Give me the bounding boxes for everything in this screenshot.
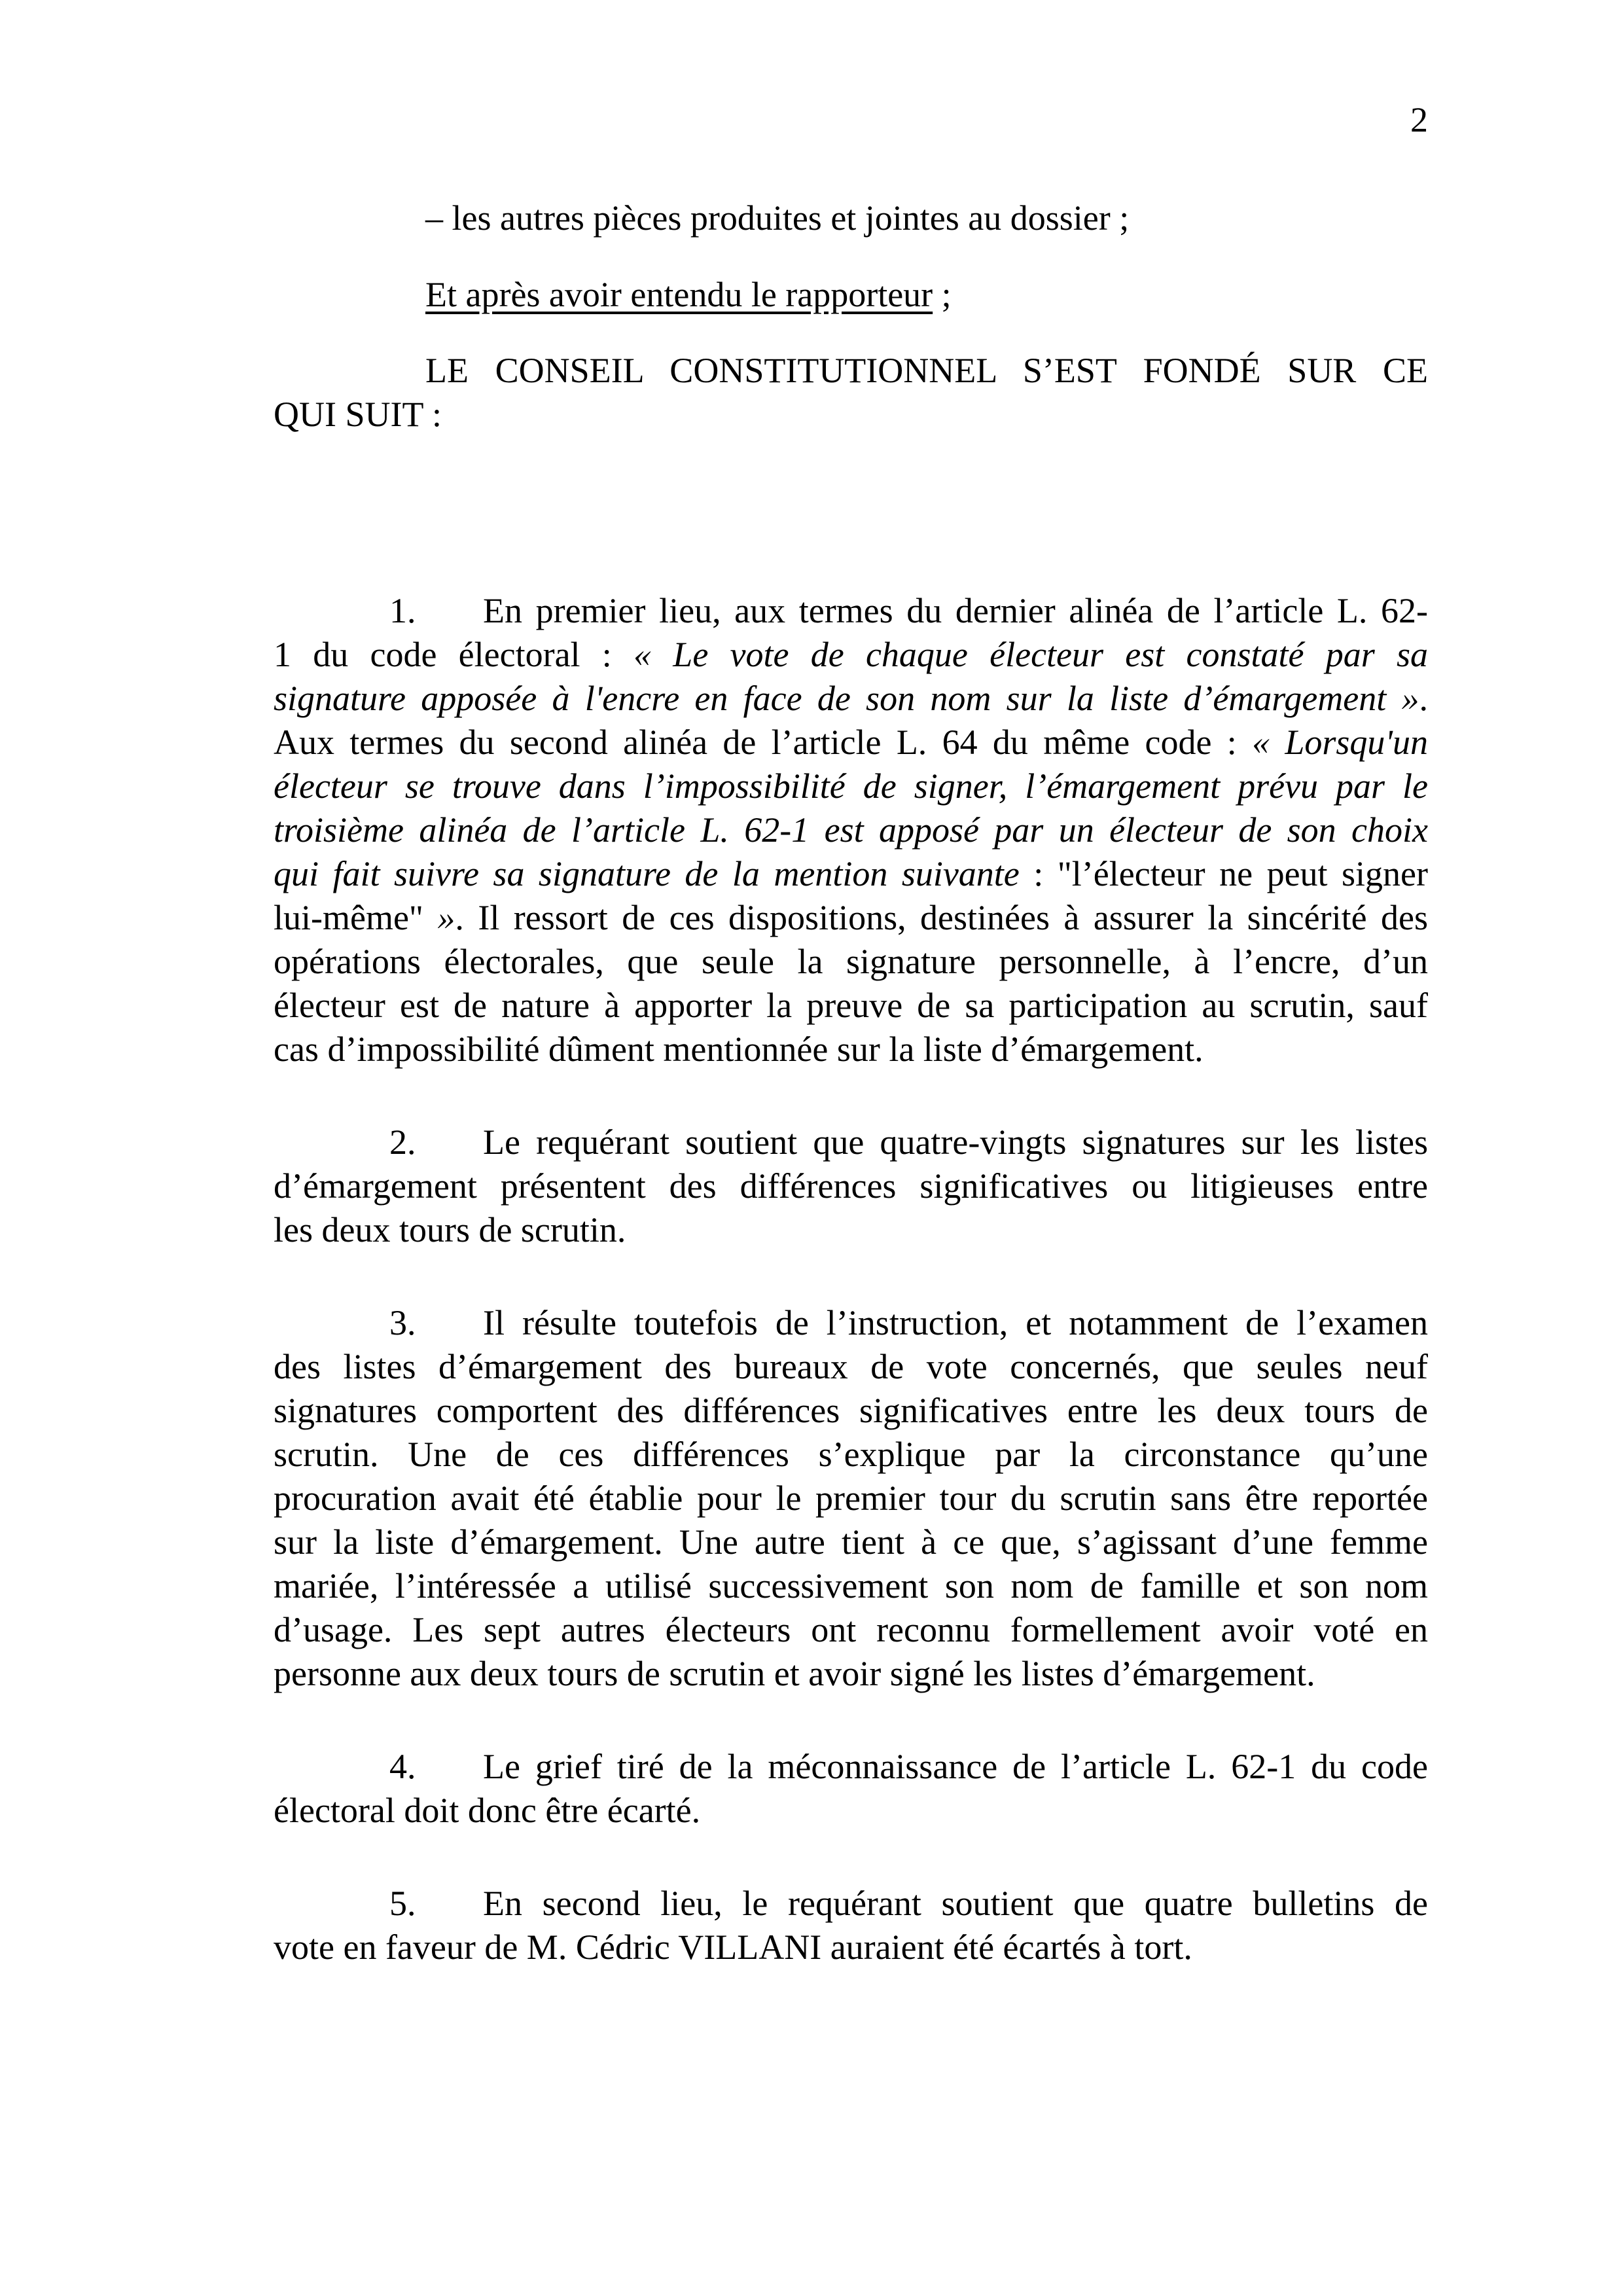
body-text: Le requérant soutient que quatre-vingts signatures sur les listes xyxy=(483,1122,1428,1162)
paragraph-line xyxy=(274,589,1428,633)
quoted-legal-text: « Lorsqu'un xyxy=(1252,723,1428,762)
rapporteur-line xyxy=(274,273,1428,317)
body-text: cas d’impossibilité dûment mentionnée sur la liste d’émargement. xyxy=(274,1030,1204,1069)
paragraph-line xyxy=(274,852,1428,896)
paragraph-line xyxy=(274,1882,1428,1926)
paragraph-number: 4. xyxy=(389,1747,416,1786)
paragraph-line xyxy=(274,1652,1428,1696)
paragraph-line xyxy=(274,1433,1428,1477)
paragraph-line xyxy=(274,1608,1428,1652)
paragraph-line xyxy=(274,1345,1428,1389)
paragraph-4 xyxy=(274,1745,1428,1833)
paragraph-line xyxy=(274,984,1428,1028)
body-text: . Il ressort de ces dispositions, destinées à assurer la sincérité des xyxy=(455,898,1428,937)
paragraph-line xyxy=(274,1028,1428,1071)
body-text: 1 du code électoral : xyxy=(274,635,634,674)
pieces-line: – les autres pièces produites et jointes au dossier ; xyxy=(425,198,1130,238)
paragraph-5 xyxy=(274,1882,1428,1969)
body-text: électeur est de nature à apporter la preuve de sa participation au scrutin, sauf xyxy=(274,986,1428,1025)
body-text: vote en faveur de M. Cédric VILLANI auraient été écartés à tort. xyxy=(274,1928,1192,1967)
body-text: signatures comportent des différences significatives entre les deux tours de xyxy=(274,1391,1428,1430)
body-text: personne aux deux tours de scrutin et avoir signé les listes d’émargement. xyxy=(274,1654,1315,1693)
body-text: En second lieu, le requérant soutient que quatre bulletins de xyxy=(483,1884,1428,1923)
body-text: lui-même" xyxy=(274,898,438,937)
body-text: sur la liste d’émargement. Une autre tient à ce que, s’agissant d’une femme xyxy=(274,1522,1428,1562)
paragraph-2 xyxy=(274,1121,1428,1252)
paragraph-line xyxy=(274,896,1428,940)
body-text: d’usage. Les sept autres électeurs ont reconnu formellement avoir voté en xyxy=(274,1610,1428,1649)
body-text: des listes d’émargement des bureaux de vote concernés, que seules neuf xyxy=(274,1347,1428,1386)
body-text: opérations électorales, que seule la signature personnelle, à l’encre, d’un xyxy=(274,942,1428,981)
paragraph-line xyxy=(274,633,1428,677)
paragraph-line xyxy=(274,1389,1428,1433)
body-text: d’émargement présentent des différences significatives ou litigieuses entre xyxy=(274,1166,1428,1206)
body-text: : "l’électeur ne peut signer xyxy=(1019,854,1429,893)
paragraph-line xyxy=(274,1301,1428,1345)
heading-line-2: QUI SUIT : xyxy=(274,395,442,434)
paragraph-line xyxy=(274,1164,1428,1208)
rapporteur-underlined-text: Et après avoir entendu le rapporteur xyxy=(425,275,933,314)
rapporteur-suffix: ; xyxy=(933,275,952,314)
paragraph-line xyxy=(274,1208,1428,1252)
body-text: Il résulte toutefois de l’instruction, et notamment de l’examen xyxy=(483,1303,1428,1342)
paragraph-line xyxy=(274,677,1428,721)
preamble xyxy=(274,196,1428,240)
quoted-legal-text: qui fait suivre sa signature de la mention suivante xyxy=(274,854,1020,893)
paragraph-1 xyxy=(274,589,1428,1071)
body-text: En premier lieu, aux termes du dernier alinéa de l’article L. 62- xyxy=(483,591,1428,630)
quoted-legal-text: troisième alinéa de l’article L. 62-1 est apposé par un électeur de son choix xyxy=(274,810,1428,850)
paragraph-number: 5. xyxy=(389,1884,416,1923)
paragraph-line xyxy=(274,721,1428,764)
body-text: procuration avait été établie pour le premier tour du scrutin sans être reportée xyxy=(274,1479,1428,1518)
paragraph-number: 1. xyxy=(389,591,416,630)
body-text: Aux termes du second alinéa de l’article L. 64 du même code : xyxy=(274,723,1253,762)
paragraph-number: 3. xyxy=(389,1303,416,1342)
paragraph-line xyxy=(274,1745,1428,1789)
rapporteur-block xyxy=(274,273,1428,317)
quoted-legal-text: « Le vote de chaque électeur est constaté par sa xyxy=(633,635,1428,674)
paragraph-line xyxy=(274,808,1428,852)
paragraph-line xyxy=(274,1121,1428,1164)
paragraph-line xyxy=(274,1789,1428,1833)
body-text: scrutin. Une de ces différences s’explique par la circonstance qu’une xyxy=(274,1435,1428,1474)
body-text: . xyxy=(1419,679,1428,718)
paragraph-number: 2. xyxy=(389,1122,416,1162)
quoted-legal-text: » xyxy=(437,898,455,937)
body-text: électoral doit donc être écarté. xyxy=(274,1791,701,1830)
quoted-legal-text: signature apposée à l'encre en face de son nom sur la liste d’émargement » xyxy=(274,679,1419,718)
paragraph-line xyxy=(274,940,1428,984)
heading-line-1: LE CONSEIL CONSTITUTIONNEL S’EST FONDÉ SUR CE xyxy=(425,351,1428,390)
paragraph-line xyxy=(274,764,1428,808)
body-text: les deux tours de scrutin. xyxy=(274,1210,626,1249)
paragraph-line xyxy=(274,1564,1428,1608)
body-text: Le grief tiré de la méconnaissance de l’article L. 62-1 du code xyxy=(483,1747,1428,1786)
paragraph-line xyxy=(274,1520,1428,1564)
section-heading xyxy=(274,349,1428,437)
page-number: 2 xyxy=(1410,100,1428,139)
quoted-legal-text: électeur se trouve dans l’impossibilité de signer, l’émargement prévu par le xyxy=(274,766,1428,806)
paragraph-line xyxy=(274,1477,1428,1520)
body-text: mariée, l’intéressée a utilisé successivement son nom de famille et son nom xyxy=(274,1566,1428,1605)
paragraph-line xyxy=(274,1926,1428,1969)
paragraph-3 xyxy=(274,1301,1428,1696)
